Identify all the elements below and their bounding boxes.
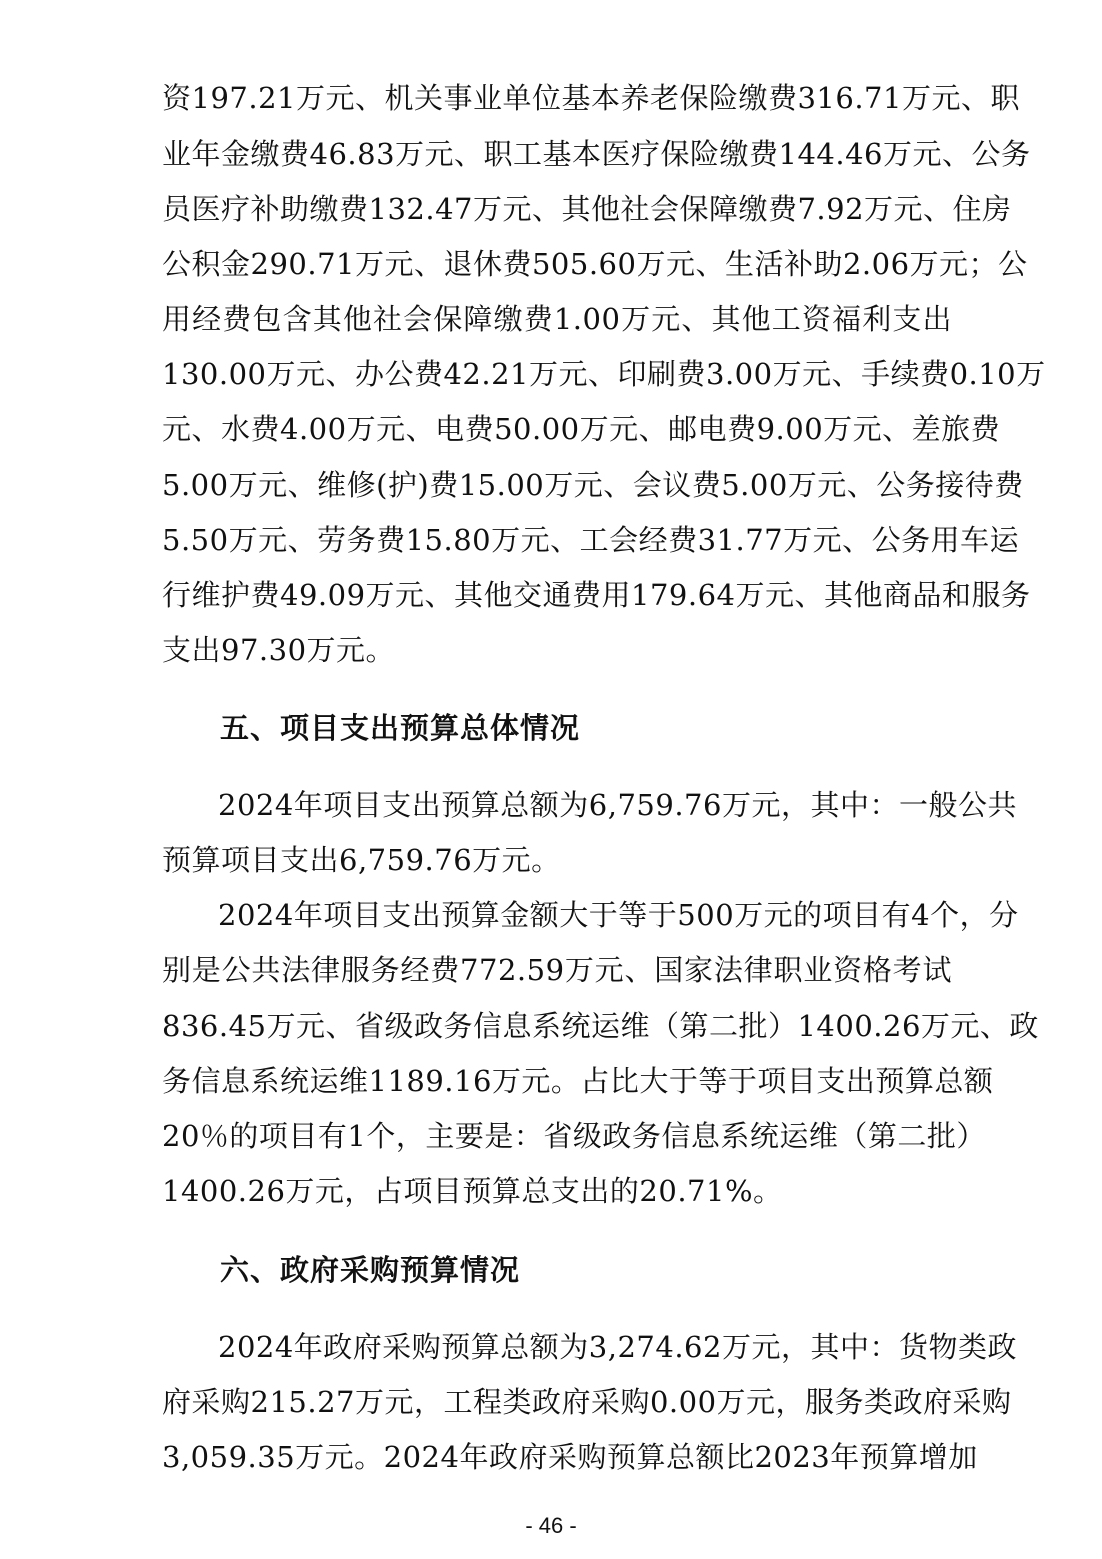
body-line: 预算项目支出6,759.76万元。	[162, 843, 561, 877]
section-heading: 六、政府采购预算情况	[220, 1253, 521, 1287]
body-line: 行维护费49.09万元、其他交通费用179.64万元、其他商品和服务	[162, 578, 1031, 612]
body-line: 2024年项目支出预算金额大于等于500万元的项目有4个，分	[218, 898, 1019, 932]
body-line: 别是公共法律服务经费772.59万元、国家法律职业资格考试	[162, 953, 952, 987]
page-number: - 46 -	[525, 1513, 577, 1538]
body-line: 元、水费4.00万元、电费50.00万元、邮电费9.00万元、差旅费	[162, 412, 1001, 446]
body-line: 用经费包含其他社会保障缴费1.00万元、其他工资福利支出	[162, 302, 952, 336]
body-line: 府采购215.27万元，工程类政府采购0.00万元，服务类政府采购	[162, 1385, 1012, 1419]
body-line: 5.00万元、维修(护)费15.00万元、会议费5.00万元、公务接待费	[162, 468, 1024, 502]
body-line: 130.00万元、办公费42.21万元、印刷费3.00万元、手续费0.10万	[162, 357, 1046, 391]
body-line: 2024年政府采购预算总额为3,274.62万元，其中：货物类政	[218, 1330, 1017, 1364]
body-line: 5.50万元、劳务费15.80万元、工会经费31.77万元、公务用车运	[162, 523, 1020, 557]
body-line: 务信息系统运维1189.16万元。占比大于等于项目支出预算总额	[162, 1064, 994, 1098]
body-line: 2024年项目支出预算总额为6,759.76万元，其中：一般公共	[218, 788, 1017, 822]
body-line: 1400.26万元，占项目预算总支出的20.71%。	[162, 1174, 783, 1208]
section-heading: 五、项目支出预算总体情况	[220, 711, 581, 745]
body-line: 资197.21万元、机关事业单位基本养老保险缴费316.71万元、职	[162, 81, 1020, 115]
body-line: 836.45万元、省级政务信息系统运维（第二批）1400.26万元、政	[162, 1009, 1039, 1043]
body-line: 业年金缴费46.83万元、职工基本医疗保险缴费144.46万元、公务	[162, 137, 1031, 171]
body-line: 员医疗补助缴费132.47万元、其他社会保障缴费7.92万元、住房	[162, 192, 1012, 226]
body-line: 3,059.35万元。2024年政府采购预算总额比2023年预算增加	[162, 1440, 978, 1474]
body-line: 20％的项目有1个，主要是：省级政务信息系统运维（第二批）	[162, 1119, 986, 1153]
body-line: 公积金290.71万元、退休费505.60万元、生活补助2.06万元；公	[162, 247, 1028, 281]
body-line: 支出97.30万元。	[162, 633, 396, 667]
